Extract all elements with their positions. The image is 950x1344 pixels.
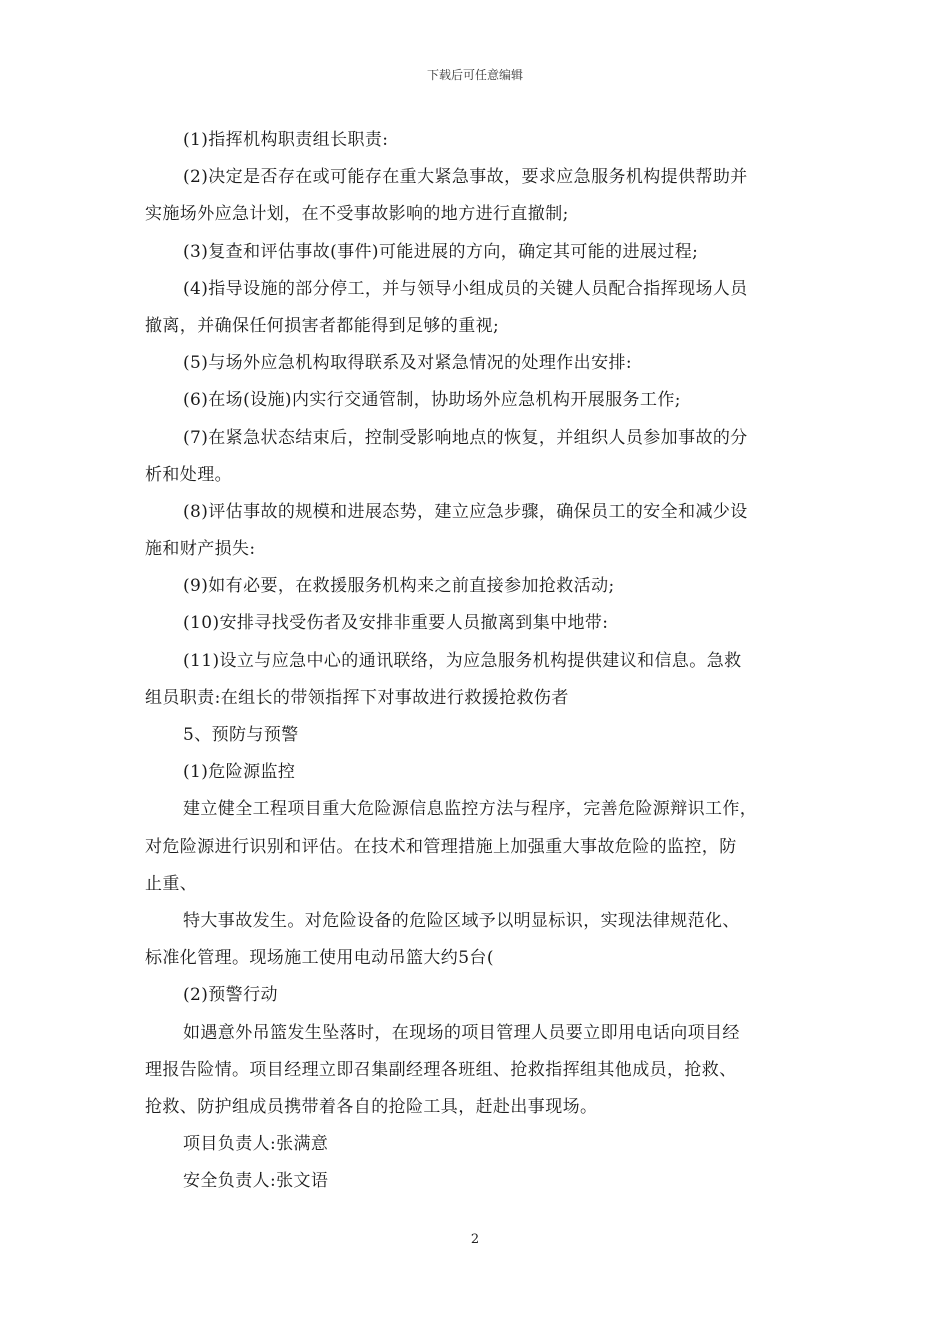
- text-line: (8)评估事故的规模和进展态势，建立应急步骤，确保员工的安全和减少设: [183, 501, 748, 522]
- contact-line: 安全负责人:张文语: [183, 1171, 329, 1192]
- text-line: 对危险源进行识别和评估。在技术和管理措施上加强重大事故危险的监控，防: [145, 836, 737, 857]
- text-line: 析和处理。: [145, 464, 232, 485]
- text-line: (7)在紧急状态结束后，控制受影响地点的恢复，并组织人员参加事故的分: [183, 427, 748, 448]
- subsection-heading: (2)预警行动: [183, 985, 278, 1006]
- text-line: (9)如有必要，在救援服务机构来之前直接参加抢救活动;: [183, 576, 615, 597]
- text-line: (10)安排寻找受伤者及安排非重要人员撤离到集中地带:: [183, 613, 609, 634]
- text-line: (3)复查和评估事故(事件)可能进展的方向，确定其可能的进展过程;: [183, 241, 699, 262]
- text-line: 理报告险情。项目经理立即召集副经理各班组、抢救指挥组其他成员，抢救、: [145, 1059, 737, 1080]
- page-number: 2: [470, 1232, 480, 1247]
- text-line: (4)指导设施的部分停工，并与领导小组成员的关键人员配合指挥现场人员: [183, 278, 748, 299]
- subsection-heading: (1)危险源监控: [183, 762, 296, 783]
- section-heading: 5、预防与预警: [183, 725, 299, 745]
- text-line: 标准化管理。现场施工使用电动吊篮大约5台(: [145, 948, 494, 969]
- text-line: 组员职责:在组长的带领指挥下对事故进行救援抢救伤者: [145, 687, 569, 708]
- text-line: (2)决定是否存在或可能存在重大紧急事故，要求应急服务机构提供帮助并: [183, 167, 748, 188]
- text-line: 建立健全工程项目重大危险源信息监控方法与程序，完善危险源辩识工作，: [183, 799, 758, 820]
- text-line: (1)指挥机构职责组长职责:: [183, 130, 389, 150]
- text-line: 抢救、防护组成员携带着各自的抢险工具，赶赴出事现场。: [145, 1096, 598, 1117]
- text-line: (11)设立与应急中心的通讯联络，为应急服务机构提供建议和信息。急救: [183, 650, 742, 671]
- text-line: 止重、: [145, 873, 198, 894]
- text-line: (5)与场外应急机构取得联系及对紧急情况的处理作出安排:: [183, 353, 633, 374]
- text-line: (6)在场(设施)内实行交通管制，协助场外应急机构开展服务工作;: [183, 390, 681, 411]
- text-line: 施和财产损失:: [145, 539, 256, 560]
- contact-line: 项目负责人:张满意: [183, 1134, 329, 1155]
- page-header: 下载后可任意编辑: [426, 68, 523, 82]
- text-line: 实施场外应急计划，在不受事故影响的地方进行直撤制;: [145, 204, 569, 225]
- text-line: 撤离，并确保任何损害者都能得到足够的重视;: [145, 315, 500, 336]
- text-line: 特大事故发生。对危险设备的危险区域予以明显标识，实现法律规范化、: [183, 910, 740, 931]
- document-body: [145, 122, 815, 1200]
- text-line: 如遇意外吊篮发生坠落时，在现场的项目管理人员要立即用电话向项目经: [183, 1022, 740, 1043]
